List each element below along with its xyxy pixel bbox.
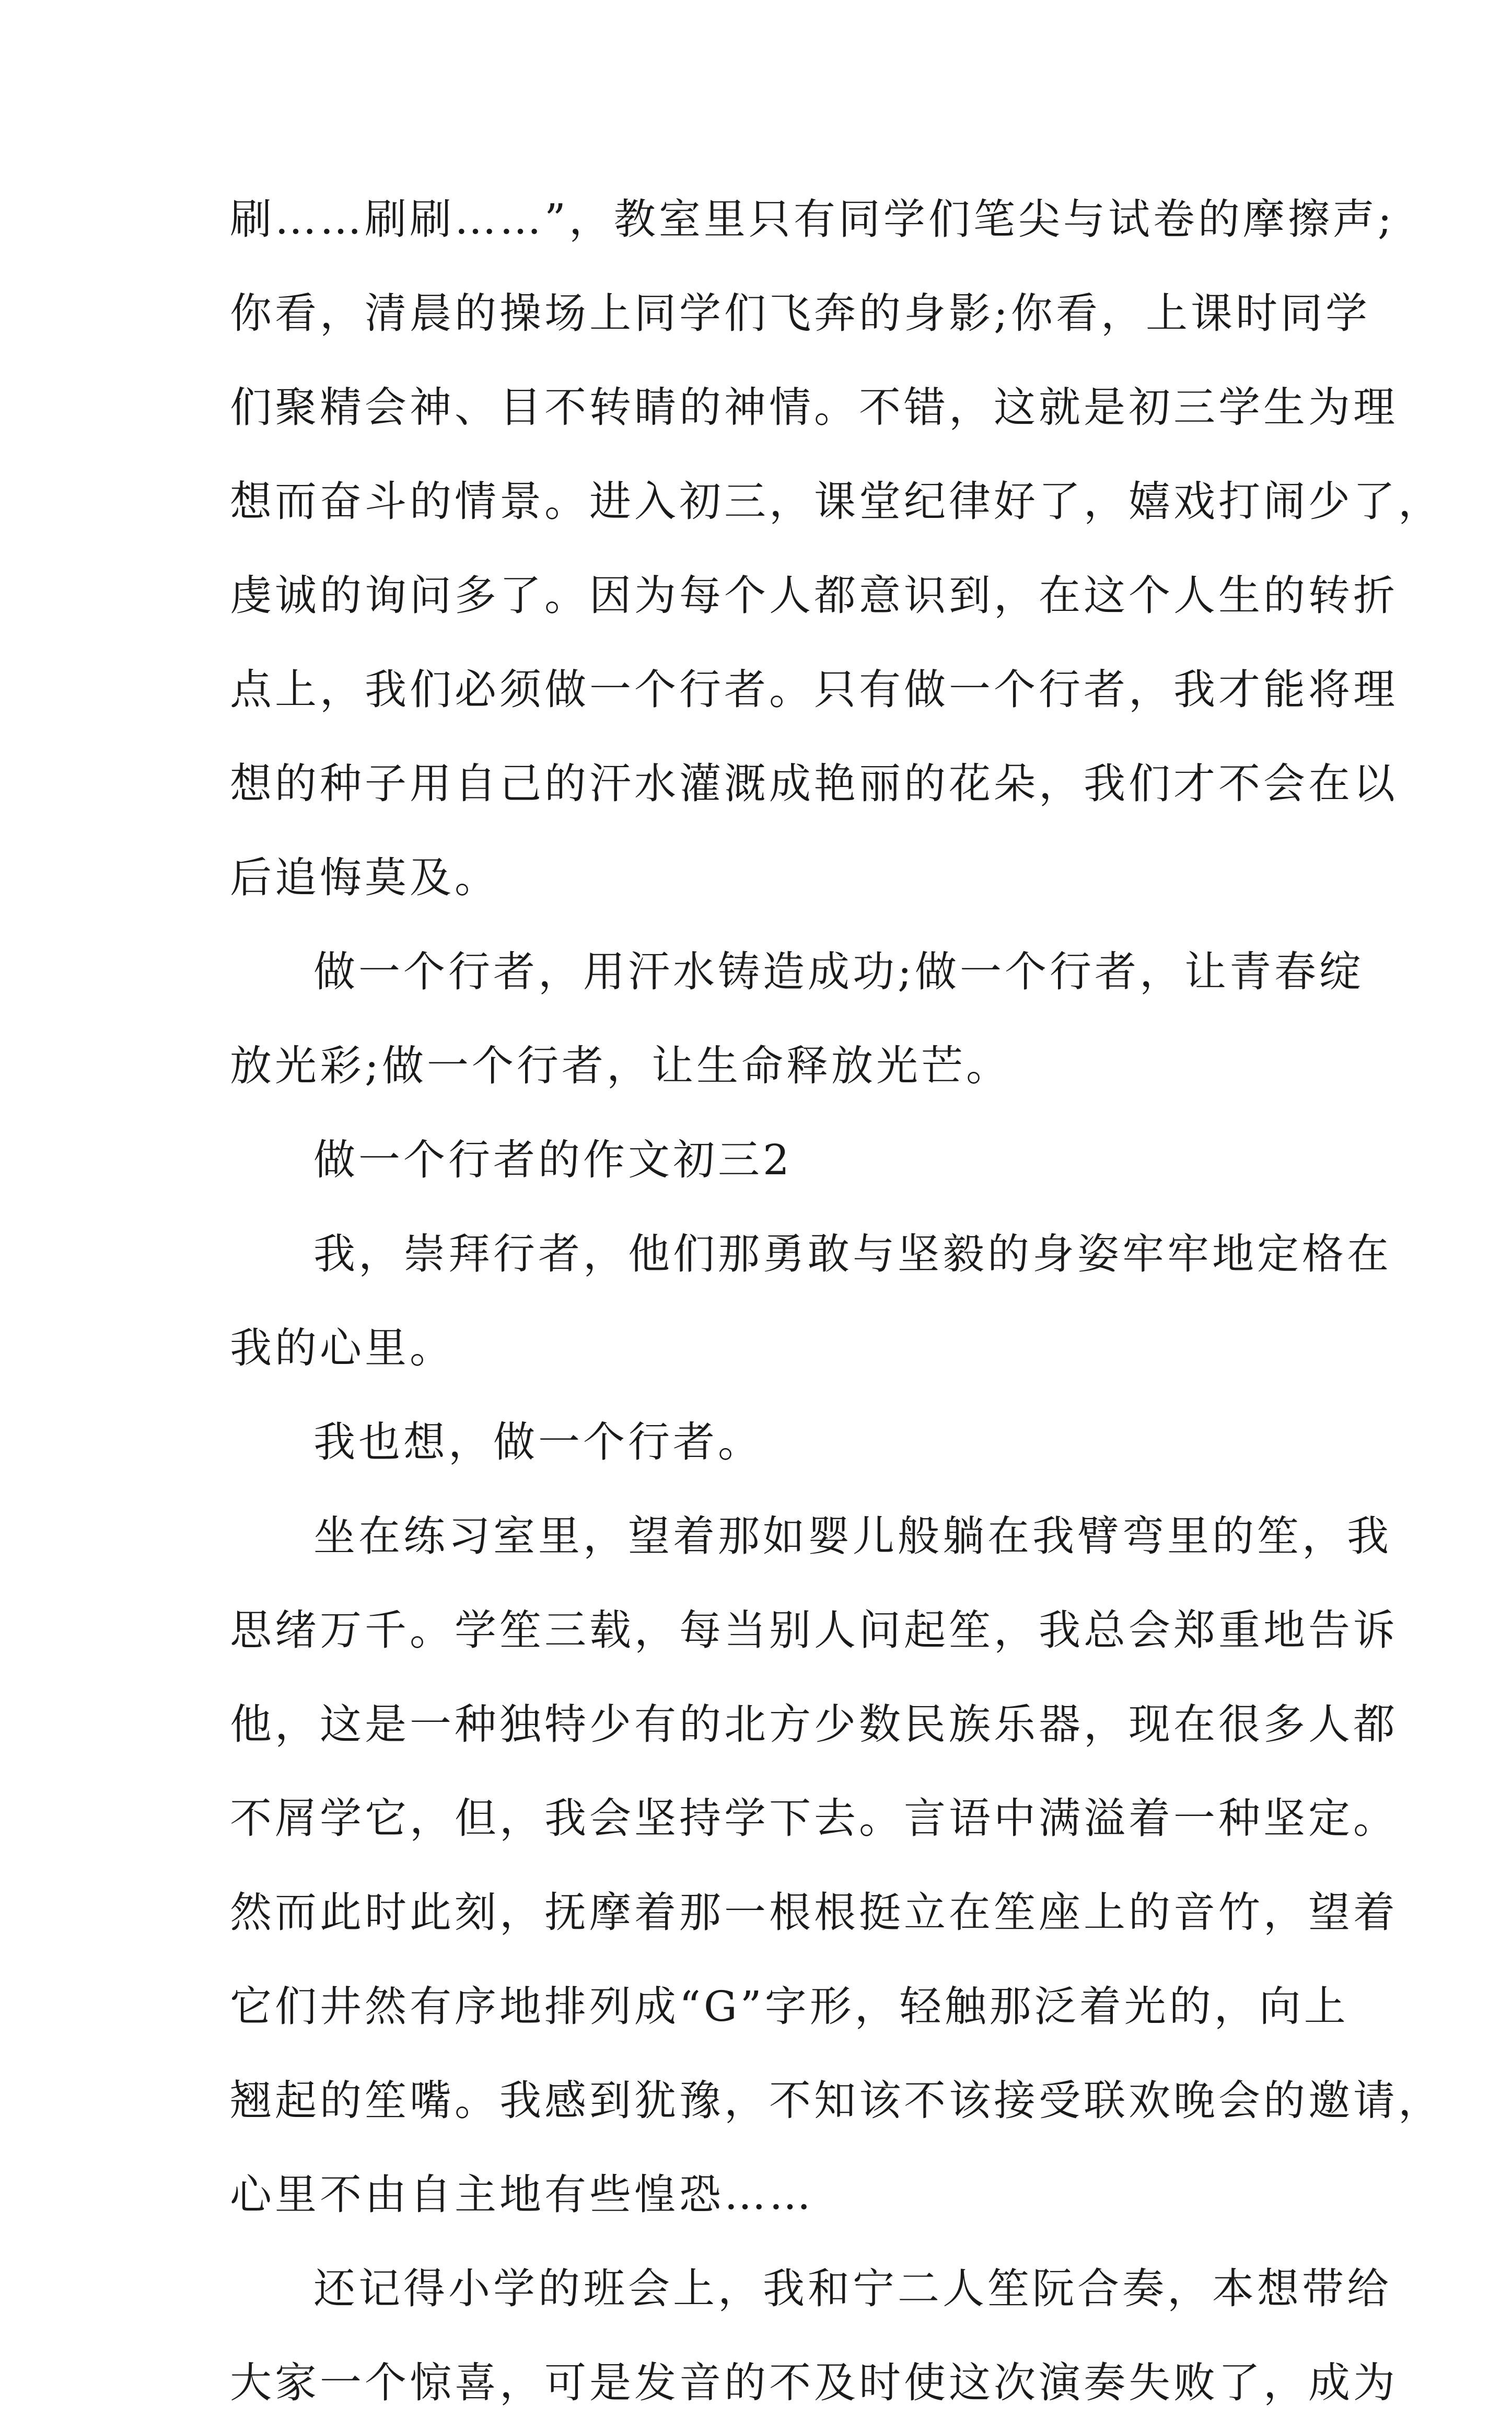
text-line: 刷……刷刷……”，教室里只有同学们笔尖与试卷的摩擦声;	[230, 195, 1395, 244]
text-line: 不屑学它，但，我会坚持学下去。言语中满溢着一种坚定。	[230, 1794, 1398, 1843]
document-body	[230, 172, 1443, 2430]
text-line: 放光彩;做一个行者，让生命释放光芒。	[230, 1042, 1011, 1090]
paragraph-start-line: 做一个行者，用汗水铸造成功;做一个行者，让青春绽	[313, 947, 1364, 996]
text-line: 想的种子用自己的汗水灌溉成艳丽的花朵，我们才不会在以	[230, 759, 1398, 808]
section-heading: 做一个行者的作文初三2	[313, 1136, 793, 1184]
text-line: 翘起的笙嘴。我感到犹豫，不知该不该接受联欢晚会的邀请，	[230, 2076, 1443, 2125]
text-line: 然而此时此刻，抚摩着那一根根挺立在笙座上的音竹，望着	[230, 1888, 1398, 1937]
paragraph-start-line: 我，崇拜行者，他们那勇敢与坚毅的身姿牢牢地定格在	[313, 1230, 1392, 1278]
text-line: 我的心里。	[230, 1324, 455, 1372]
paragraph-start-line: 我也想，做一个行者。	[313, 1418, 763, 1466]
paragraph-start-line: 坐在练习室里，望着那如婴儿般躺在我臂弯里的笙，我	[313, 1512, 1392, 1560]
text-line: 想而奋斗的情景。进入初三，课堂纪律好了，嬉戏打闹少了，	[230, 477, 1443, 526]
text-line: 们聚精会神、目不转睛的神情。不错，这就是初三学生为理	[230, 383, 1398, 432]
text-line: 思绪万千。学笙三载，每当别人问起笙，我总会郑重地告诉	[230, 1606, 1398, 1654]
text-line: 你看，清晨的操场上同学们飞奔的身影;你看，上课时同学	[230, 289, 1370, 338]
text-line: 大家一个惊喜，可是发音的不及时使这次演奏失败了，成为	[230, 2358, 1398, 2407]
paragraph-start-line: 还记得小学的班会上，我和宁二人笙阮合奏，本想带给	[313, 2264, 1392, 2313]
text-line: 虔诚的询问多了。因为每个人都意识到，在这个人生的转折	[230, 571, 1398, 620]
text-line: 它们井然有序地排列成“G”字形，轻触那泛着光的，向上	[230, 1982, 1349, 2031]
text-line: 他，这是一种独特少有的北方少数民族乐器，现在很多人都	[230, 1700, 1398, 1749]
text-line: 点上，我们必须做一个行者。只有做一个行者，我才能将理	[230, 665, 1398, 714]
text-line: 心里不由自主地有些惶恐……	[230, 2170, 814, 2219]
text-line: 后追悔莫及。	[230, 853, 499, 902]
